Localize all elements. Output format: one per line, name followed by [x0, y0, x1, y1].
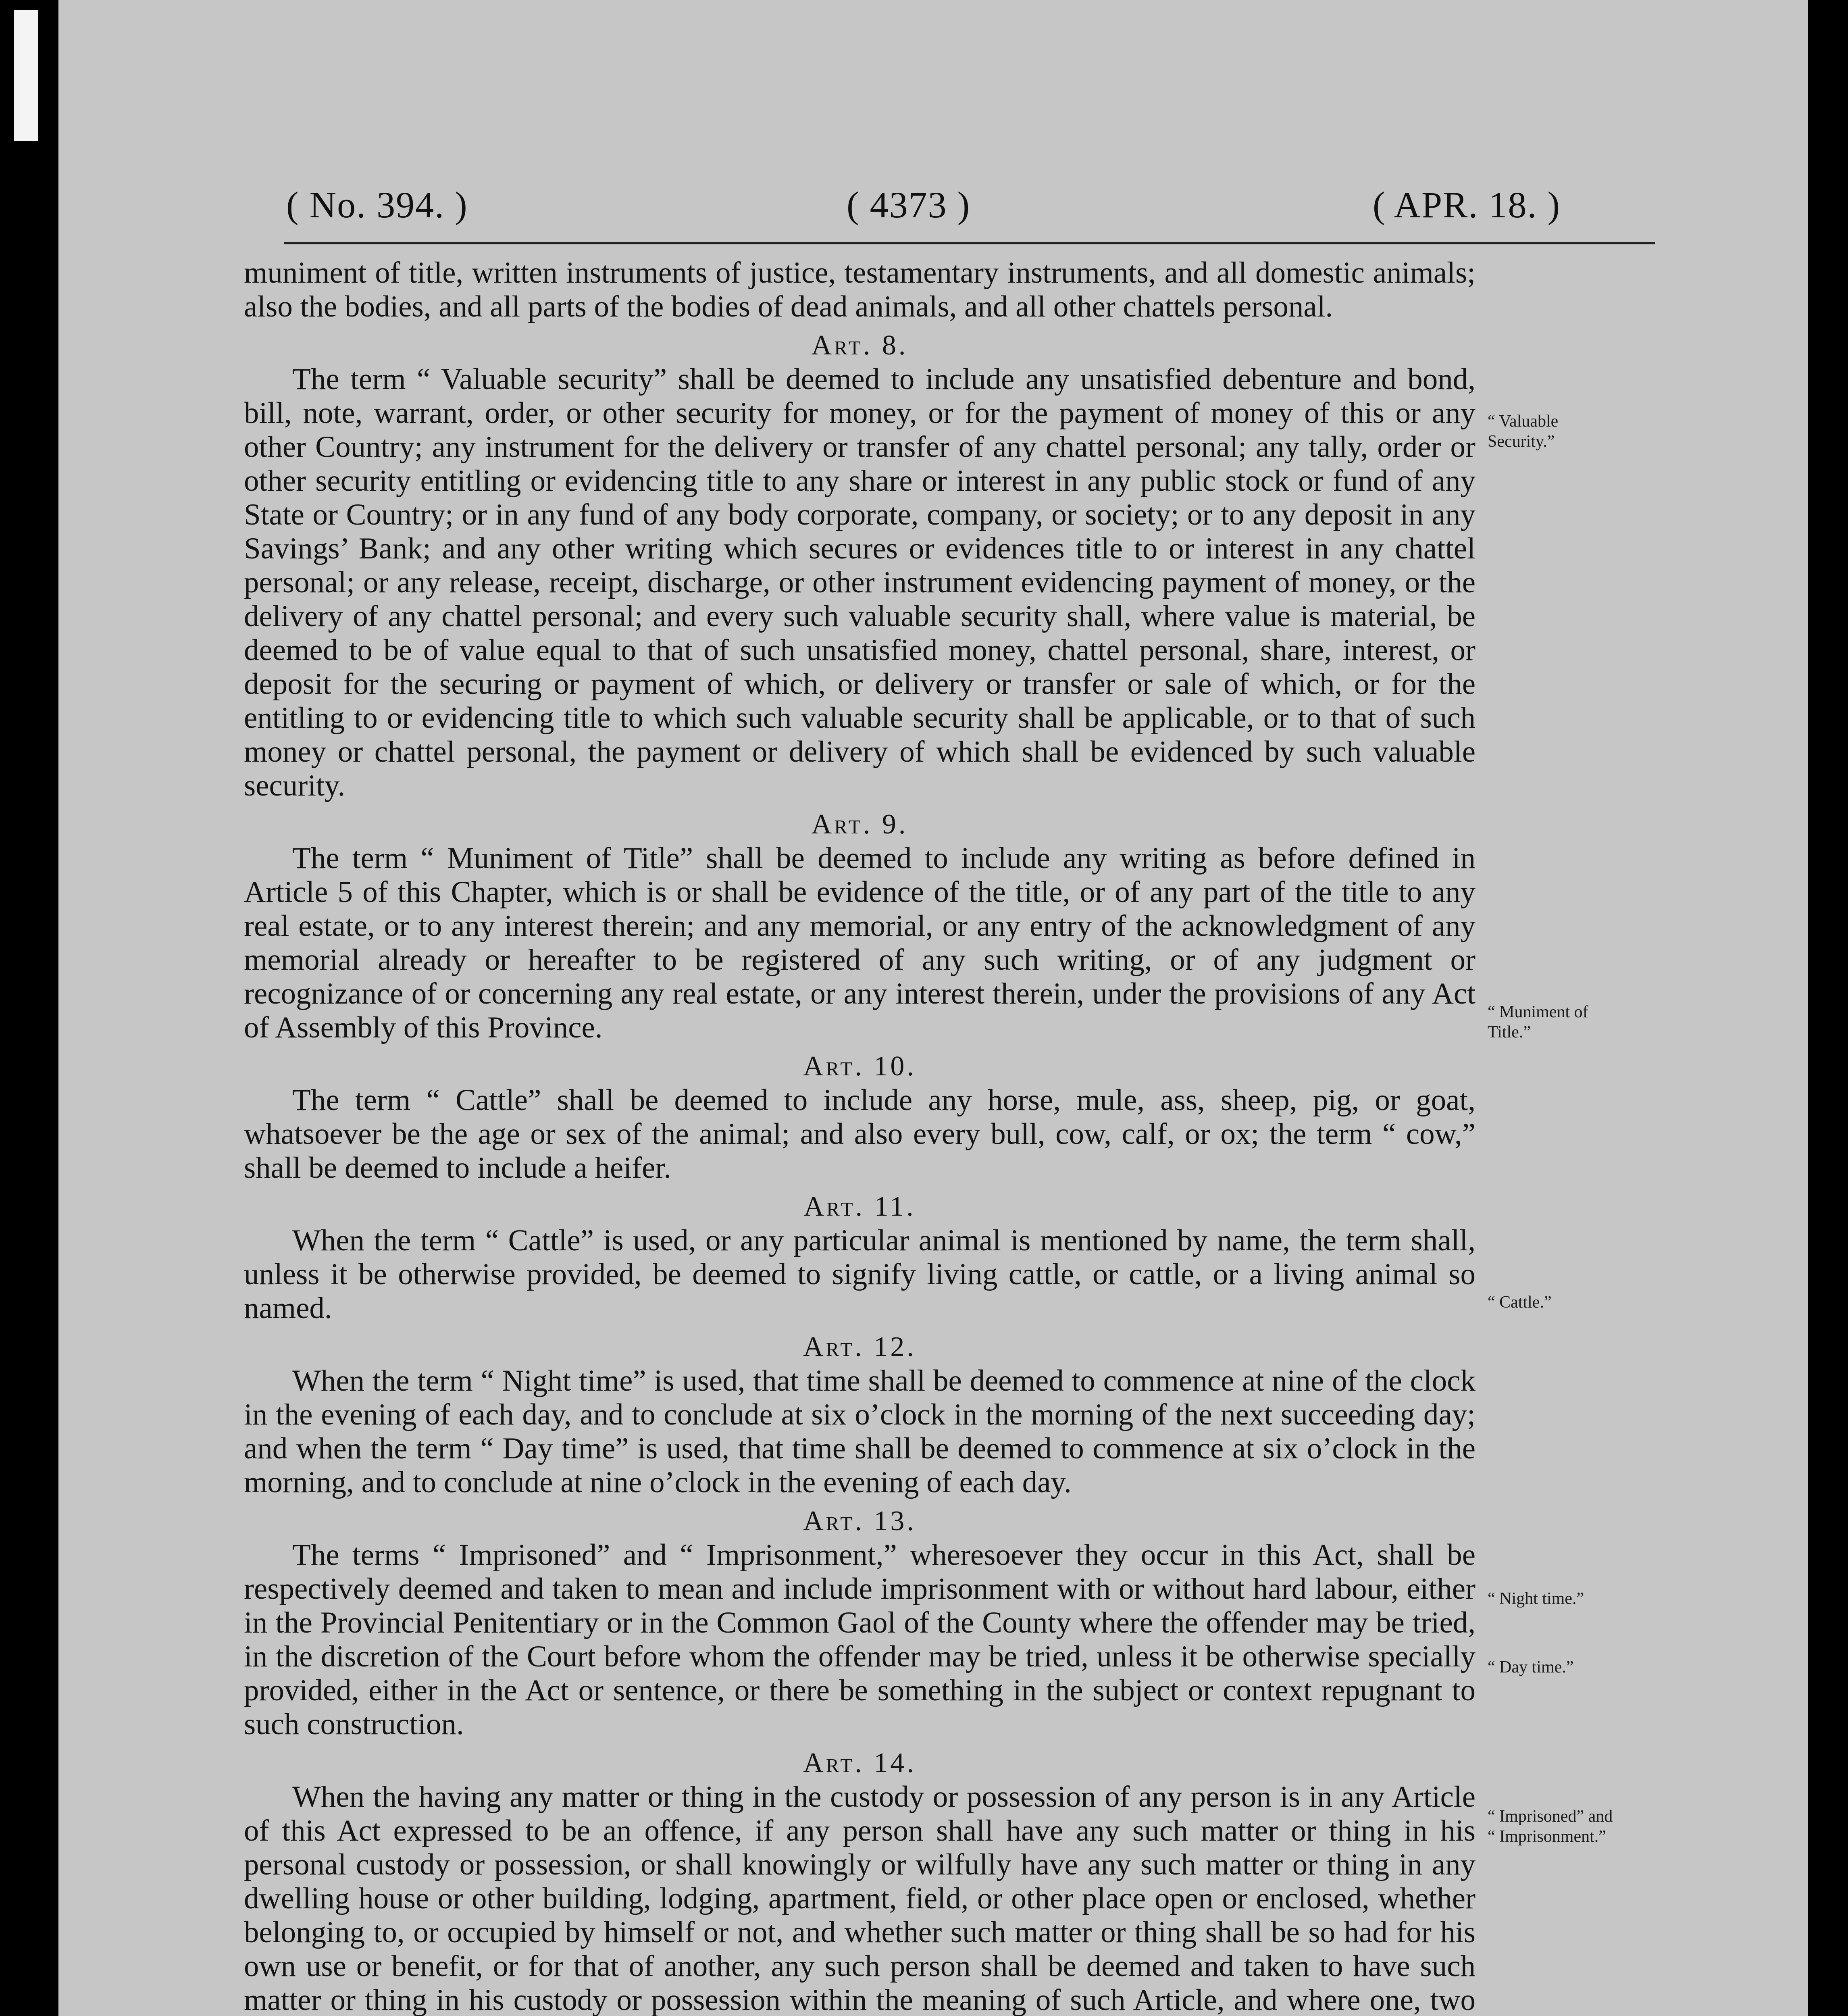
- article-paragraph: When the term “ Night time” is used, that time shall be deemed to commence at nine of the clock in the evening of each day, and to conclude at six o’clock in the morning of the next succeeding day; and when the term “ Day time” is used, that time shall be deemed to commence at six o’clock in the morning, and to conclude at nine o’clock in the evening of each day.: [244, 1364, 1475, 1499]
- article-paragraph: The term “ Muniment of Title” shall be deemed to include any writing as before defined in Article 5 of this Chapter, which is or shall be evidence of the title, or of any part of the title to any real estate, or to any interest therein; and any memorial, or any entry of the acknowledgment of any memorial already or hereafter to be registered of any such writing, or of any judgment or recognizance of or concerning any real estate, or any interest therein, under the provisions of any Act of Assembly of this Province.: [244, 841, 1475, 1044]
- article-heading: Art. 14.: [803, 1747, 916, 1779]
- margin-note-day-time: “ Day time.”: [1488, 1658, 1574, 1677]
- header-rule: [284, 242, 1655, 244]
- article-heading: Art. 12.: [803, 1331, 916, 1362]
- article-heading: Art. 9.: [811, 809, 908, 840]
- date-label: ( APR. 18. ): [1373, 184, 1561, 225]
- article-paragraph: The terms “ Imprisoned” and “ Imprisonment,” wheresoever they occur in this Act, shall be respectively deemed and taken to mean and include imprisonment with or without hard labour, either in the Provincial Penitentiary or in the Common Gaol of the County where the offender may be tried, in the discretion of the Court before whom the offender may be tried, unless it be otherwise specially provided, either in the Act or sentence, or there be something in the subject or context repugnant to such construction.: [244, 1538, 1475, 1741]
- chapter-number: ( No. 394. ): [286, 184, 468, 225]
- margin-note-muniment-of-title: “ Muniment of Title.”: [1488, 1003, 1588, 1041]
- article-paragraph: The term “ Valuable security” shall be deemed to include any unsatisfied debenture and bond, bill, note, warrant, order, or other security for money, or for the payment of money of this or any other Country; any instrument for the delivery or transfer of any chattel personal; any tally, order or other security entitling or evidencing title to any share or interest in any public stock or fund of any State or Country; or in any fund of any body corporate, company, or society; or to any deposit in any Savings’ Bank; and any other writing which secures or evidences title to or interest in any chattel personal; or any release, receipt, discharge, or other instrument evidencing payment of money, or the delivery of any chattel personal; and every such valuable security shall, where value is material, be deemed to be of value equal to that of such unsatisfied money, chattel personal, share, interest, or deposit for the securing or payment of which, or delivery or transfer or sale of which, or for the entitling to or evidencing title to which such valuable security shall be applicable, or to that of such money or chattel personal, the payment or delivery of which shall be evidenced by such valuable security.: [244, 362, 1475, 802]
- article-paragraph: When the having any matter or thing in the custody or possession of any person is in any Article of this Act expressed to be an offence, if any person shall have any such matter or thing in his personal custody or possession, or shall knowingly or wilfully have any such matter or thing in any dwelling house or other building, lodging, apartment, field, or other place open or enclosed, whether belonging to, or occupied by himself or not, and whether such matter or thing shall be so had for his own use or benefit, or for that of another, any such person shall be deemed and taken to have such matter or thing in his custody or possession within the meaning of such Article, and where one, two: [244, 1780, 1475, 2016]
- document-page: [58, 0, 1808, 2016]
- page-header: [58, 183, 1808, 228]
- intro-paragraph: muniment of title, written instruments of justice, testamentary instruments, and all domestic animals; also the bodies, and all parts of the bodies of dead animals, and all other chattels personal.: [244, 256, 1475, 323]
- page-number: ( 4373 ): [847, 184, 971, 225]
- margin-note-valuable-security: “ Valuable Security.”: [1488, 412, 1559, 451]
- article-heading: Art. 13.: [803, 1506, 916, 1537]
- article-heading: Art. 8.: [811, 330, 908, 361]
- margin-note-night-time: “ Night time.”: [1488, 1589, 1584, 1608]
- article-heading: Art. 10.: [803, 1051, 916, 1082]
- article-heading: Art. 11.: [803, 1191, 916, 1222]
- article-paragraph: When the term “ Cattle” is used, or any particular animal is mentioned by name, the term shall, unless it be otherwise provided, be deemed to signify living cattle, or cattle, or a living animal so named.: [244, 1224, 1475, 1325]
- margin-note-cattle: “ Cattle.”: [1488, 1293, 1552, 1312]
- statute-text: [244, 256, 1475, 2016]
- margin-note-imprisoned: “ Imprisoned” and “ Imprisonment.”: [1488, 1807, 1613, 1846]
- scan-edge-tab: [14, 10, 38, 141]
- article-paragraph: The term “ Cattle” shall be deemed to include any horse, mule, ass, sheep, pig, or goat, whatsoever be the age or sex of the animal; and also every bull, cow, calf, or ox; the term “ cow,” shall be deemed to include a heifer.: [244, 1083, 1475, 1185]
